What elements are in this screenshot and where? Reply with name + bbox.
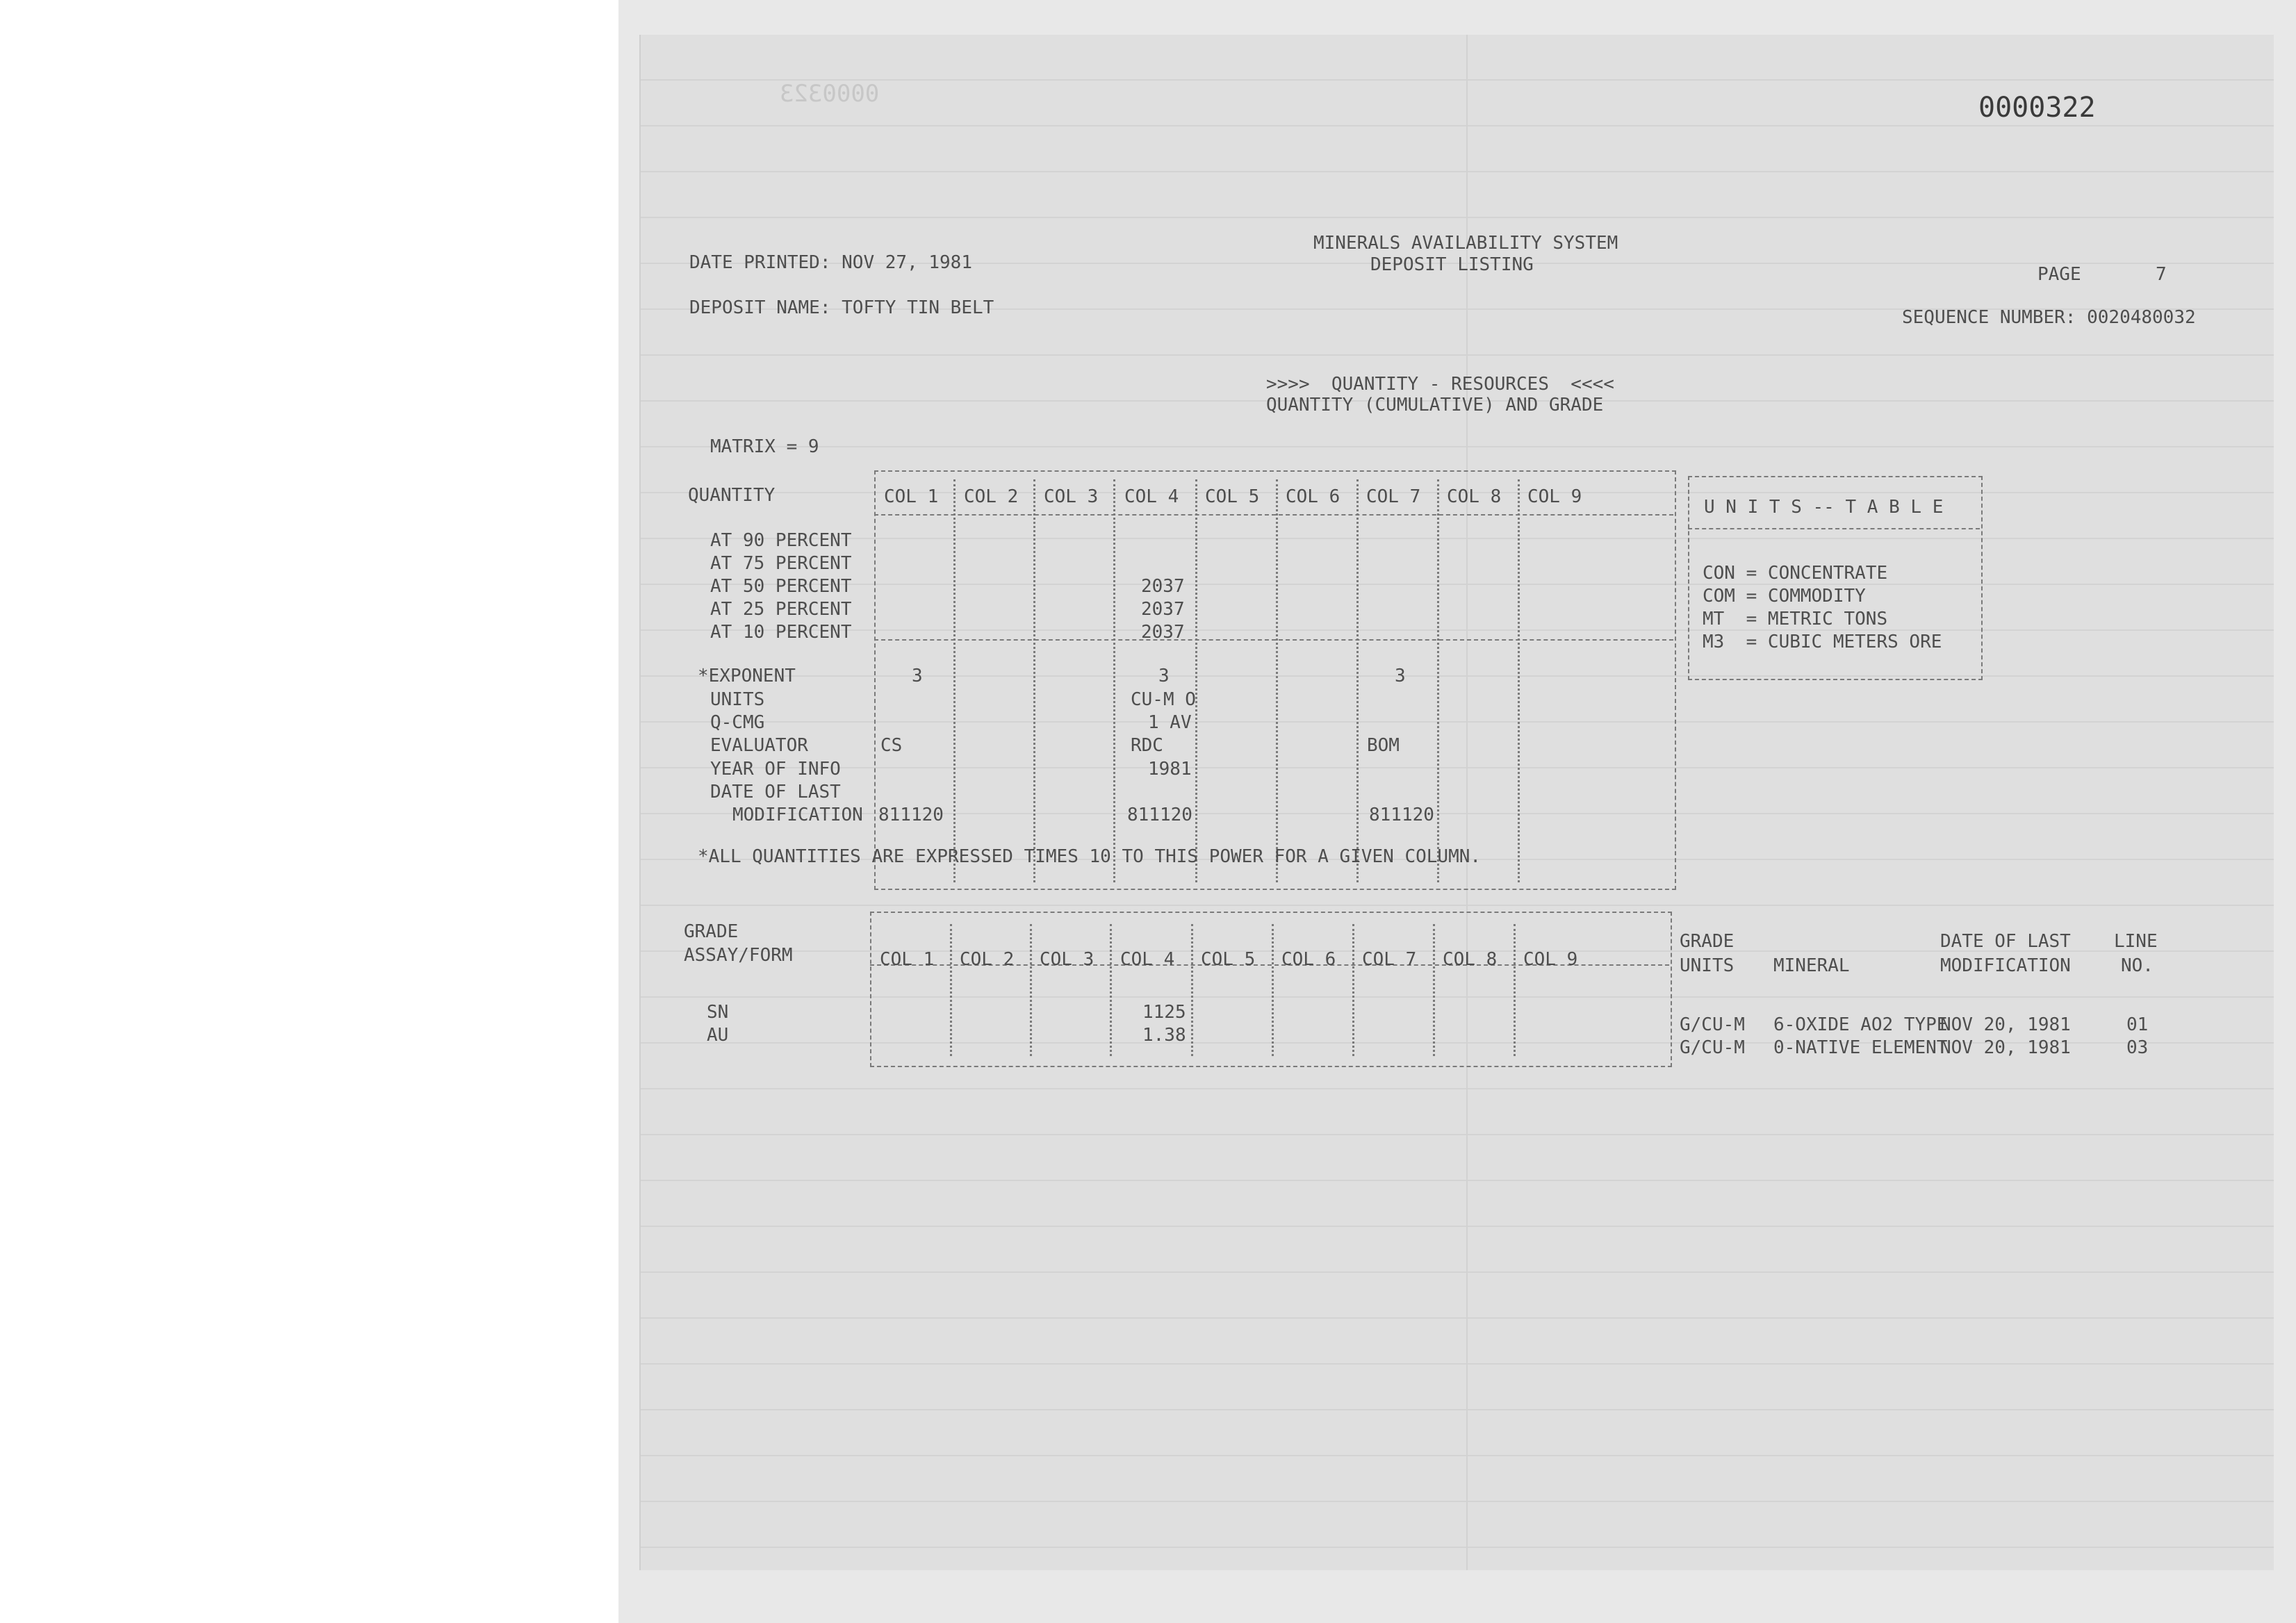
row-label: YEAR OF INFO: [710, 759, 841, 780]
row-label: AT 75 PERCENT: [710, 553, 852, 574]
mineral: 0-NATIVE ELEMENT: [1773, 1037, 1948, 1058]
column-header: COL 8: [1443, 949, 1498, 970]
col-divider: [1110, 924, 1112, 1056]
listing-title: DEPOSIT LISTING: [1370, 254, 1534, 275]
col-divider: [1276, 479, 1278, 882]
cell-value: 1 AV: [1148, 712, 1192, 733]
cell-value: 1981: [1148, 759, 1192, 780]
section-title: >>>> QUANTITY - RESOURCES <<<<: [1266, 374, 1614, 395]
system-title: MINERALS AVAILABILITY SYSTEM: [1313, 233, 1618, 254]
page-number: 7: [2156, 264, 2167, 285]
column-header: COL 6: [1286, 486, 1340, 507]
col-divider: [1433, 924, 1435, 1056]
mineral: 6-OXIDE AO2 TYPE: [1773, 1014, 1948, 1035]
units-entry: CON = CONCENTRATE: [1703, 563, 1888, 584]
line-header: NO.: [2121, 955, 2154, 976]
modification-date: NOV 20, 1981: [1940, 1014, 2071, 1035]
row-label: AT 90 PERCENT: [710, 530, 852, 551]
quantity-section-rule: [874, 639, 1673, 641]
row-label: AT 10 PERCENT: [710, 622, 852, 643]
element-label: AU: [707, 1025, 729, 1046]
row-label: UNITS: [710, 689, 765, 710]
grade-units-header: GRADE: [1680, 931, 1735, 952]
column-header: COL 9: [1523, 949, 1578, 970]
element-label: SN: [707, 1002, 729, 1023]
col-divider: [1030, 924, 1032, 1056]
grade-table-frame: [870, 912, 1672, 1067]
units-entry: COM = COMMODITY: [1703, 586, 1866, 607]
units-header-rule: [1688, 528, 1980, 529]
row-label: AT 50 PERCENT: [710, 576, 852, 597]
cell-value: 811120: [1369, 805, 1434, 825]
quantity-label: QUANTITY: [688, 485, 776, 506]
page-label: PAGE: [2037, 264, 2081, 285]
cell-value: 811120: [878, 805, 944, 825]
line-number: 01: [2126, 1014, 2149, 1035]
date-printed: DATE PRINTED: NOV 27, 1981: [689, 252, 972, 273]
printout-page: [639, 35, 2274, 1570]
row-label: EVALUATOR: [710, 735, 808, 756]
sequence-number: SEQUENCE NUMBER: 0020480032: [1902, 307, 2196, 328]
units-table-title: U N I T S -- T A B L E: [1704, 497, 1944, 518]
section-subtitle: QUANTITY (CUMULATIVE) AND GRADE: [1266, 395, 1604, 415]
row-label: MODIFICATION: [732, 805, 863, 825]
col-divider: [1272, 924, 1274, 1056]
column-header: COL 2: [964, 486, 1019, 507]
line-number: 03: [2126, 1037, 2149, 1058]
modification-date: NOV 20, 1981: [1940, 1037, 2071, 1058]
col-divider: [950, 924, 952, 1056]
date-header: DATE OF LAST: [1940, 931, 2071, 952]
row-label: Q-CMG: [710, 712, 765, 733]
quantity-header-rule: [874, 514, 1673, 516]
document-number: 0000322: [1978, 92, 2096, 124]
column-header: COL 3: [1040, 949, 1094, 970]
cell-value: CU-M O: [1131, 689, 1196, 710]
col-divider: [1437, 479, 1439, 882]
column-header: COL 9: [1527, 486, 1582, 507]
matrix-label: MATRIX = 9: [710, 436, 819, 457]
date-header: MODIFICATION: [1940, 955, 2071, 976]
bleed-through-number: 0000323: [780, 80, 880, 108]
cell-value: 1.38: [1142, 1025, 1186, 1046]
grade-label: GRADE: [684, 921, 739, 942]
col-divider: [1195, 479, 1197, 882]
col-divider: [1033, 479, 1035, 882]
cell-value: 2037: [1141, 599, 1185, 620]
col-divider: [1191, 924, 1193, 1056]
column-header: COL 8: [1447, 486, 1502, 507]
column-header: COL 4: [1124, 486, 1179, 507]
grade-units: G/CU-M: [1680, 1037, 1745, 1058]
cell-value: BOM: [1367, 735, 1400, 756]
deposit-name: DEPOSIT NAME: TOFTY TIN BELT: [689, 297, 994, 318]
column-header: COL 2: [960, 949, 1015, 970]
row-label: AT 25 PERCENT: [710, 599, 852, 620]
quantity-table-frame: [874, 470, 1676, 890]
column-header: COL 1: [880, 949, 935, 970]
cell-value: 811120: [1127, 805, 1192, 825]
col-divider: [953, 479, 956, 882]
footnote: *ALL QUANTITIES ARE EXPRESSED TIMES 10 TO THIS POWER FOR A GIVEN COLUMN.: [698, 846, 1482, 867]
column-header: COL 5: [1201, 949, 1256, 970]
row-label: *EXPONENT: [698, 666, 796, 686]
row-label: DATE OF LAST: [710, 782, 841, 802]
col-divider: [1113, 479, 1115, 882]
grade-units: G/CU-M: [1680, 1014, 1745, 1035]
col-divider: [1352, 924, 1354, 1056]
col-divider: [1514, 924, 1516, 1056]
col-divider: [1356, 479, 1359, 882]
scanned-sheet: [618, 0, 2296, 1623]
col-divider: [1518, 479, 1520, 882]
column-header: COL 1: [884, 486, 939, 507]
column-header: COL 3: [1044, 486, 1099, 507]
line-header: LINE: [2114, 931, 2158, 952]
units-entry: MT = METRIC TONS: [1703, 609, 1888, 629]
assay-form-label: ASSAY/FORM: [684, 945, 793, 966]
column-header: COL 7: [1366, 486, 1421, 507]
cell-value: CS: [880, 735, 903, 756]
cell-value: 3: [1395, 666, 1406, 686]
column-header: COL 5: [1205, 486, 1260, 507]
column-header: COL 6: [1281, 949, 1336, 970]
mineral-header: MINERAL: [1773, 955, 1850, 976]
cell-value: 2037: [1141, 576, 1185, 597]
column-header: COL 7: [1362, 949, 1417, 970]
cell-value: 3: [912, 666, 923, 686]
cell-value: RDC: [1131, 735, 1163, 756]
units-entry: M3 = CUBIC METERS ORE: [1703, 632, 1942, 652]
cell-value: 3: [1158, 666, 1170, 686]
cell-value: 2037: [1141, 622, 1185, 643]
column-header: COL 4: [1120, 949, 1175, 970]
cell-value: 1125: [1142, 1002, 1186, 1023]
grade-units-header: UNITS: [1680, 955, 1735, 976]
